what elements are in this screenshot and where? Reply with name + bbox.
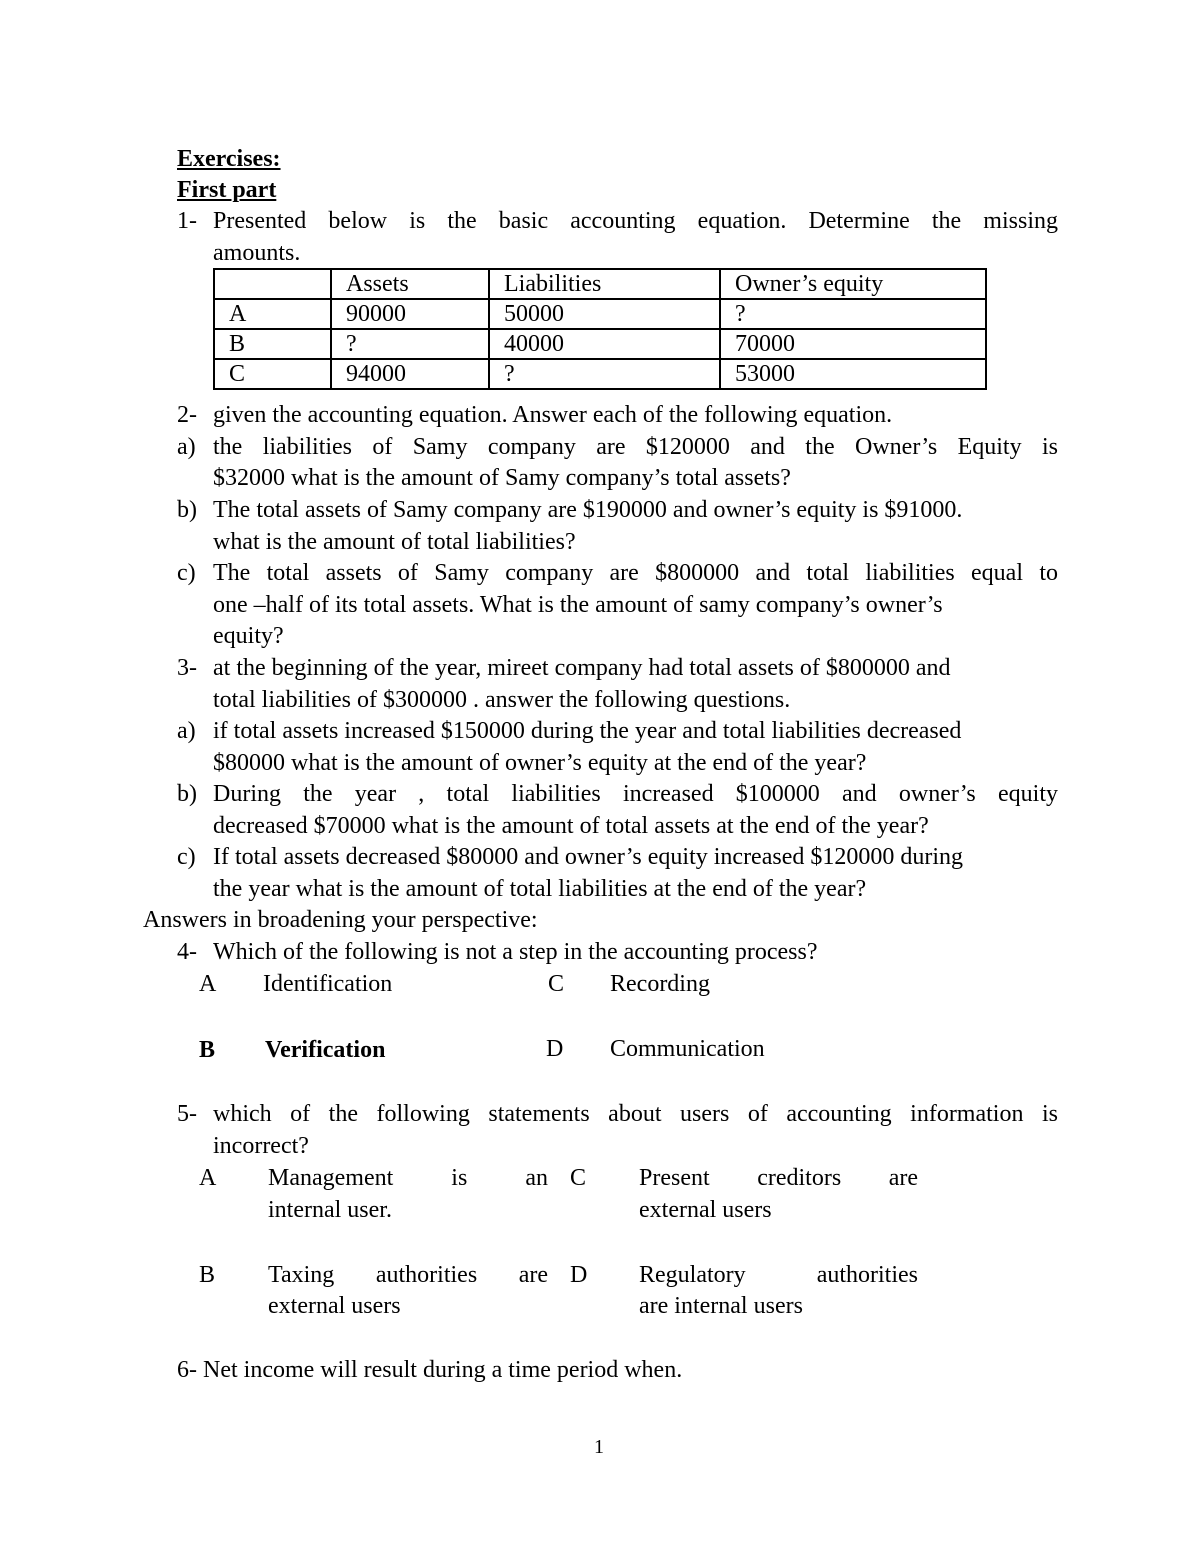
q5-line2: incorrect? bbox=[213, 1133, 309, 1159]
q2b-line2: what is the amount of total liabilities? bbox=[213, 529, 576, 555]
table-cell: C bbox=[214, 359, 331, 389]
q3b-line1: During the year , total liabilities increased $100000 and owner’s equity bbox=[213, 781, 1058, 807]
q6-text: 6- Net income will result during a time period when. bbox=[177, 1357, 683, 1383]
table-header-liabilities: Liabilities bbox=[489, 269, 720, 299]
table-row bbox=[214, 359, 986, 389]
table-header-assets: Assets bbox=[331, 269, 489, 299]
q3c-line2: the year what is the amount of total liabilities at the end of the year? bbox=[213, 876, 867, 902]
q2a-label: a) bbox=[177, 434, 196, 460]
q3-number: 3- bbox=[177, 655, 197, 681]
table-cell: ? bbox=[331, 329, 489, 359]
exercises-heading: Exercises: bbox=[177, 146, 281, 172]
q2c-line1: The total assets of Samy company are $800000 and total liabilities equal to bbox=[213, 560, 1058, 586]
q4-option-c-letter: C bbox=[548, 971, 565, 997]
q5-option-c-letter: C bbox=[570, 1165, 587, 1191]
table-cell: 50000 bbox=[489, 299, 720, 329]
q3-line2: total liabilities of $300000 . answer the following questions. bbox=[213, 687, 791, 713]
table-header-row bbox=[214, 269, 986, 299]
q3a-line2: $80000 what is the amount of owner’s equity at the end of the year? bbox=[213, 750, 867, 776]
table-header-owners-equity: Owner’s equity bbox=[720, 269, 986, 299]
q4-option-b-letter: B bbox=[199, 1037, 216, 1063]
q3a-line1: if total assets increased $150000 during the year and total liabilities decreased bbox=[213, 718, 962, 744]
table-cell: 40000 bbox=[489, 329, 720, 359]
q4-text: Which of the following is not a step in the accounting process? bbox=[213, 939, 818, 965]
page-number: 1 bbox=[594, 1436, 604, 1458]
first-part-heading: First part bbox=[177, 177, 277, 203]
table-cell: 94000 bbox=[331, 359, 489, 389]
q3b-line2: decreased $70000 what is the amount of total assets at the end of the year? bbox=[213, 813, 929, 839]
q2b-line1: The total assets of Samy company are $190000 and owner’s equity is $91000. bbox=[213, 497, 963, 523]
q3c-label: c) bbox=[177, 844, 196, 870]
q5-option-b-line1: Taxing authorities are bbox=[268, 1262, 548, 1288]
q5-option-a-line1: Management is an bbox=[268, 1165, 548, 1191]
q2a-line2: $32000 what is the amount of Samy company’s total assets? bbox=[213, 465, 791, 491]
q5-option-a-line2: internal user. bbox=[268, 1197, 392, 1223]
accounting-equation-table bbox=[213, 268, 987, 390]
table-cell: ? bbox=[489, 359, 720, 389]
table-row bbox=[214, 299, 986, 329]
q5-option-a-letter: A bbox=[199, 1165, 217, 1191]
q1-text-line2: amounts. bbox=[213, 240, 301, 266]
q5-option-d-line1: Regulatory authorities bbox=[639, 1262, 918, 1288]
q1-number: 1- bbox=[177, 208, 197, 234]
q5-option-c-line1: Present creditors are bbox=[639, 1165, 918, 1191]
q5-option-d-letter: D bbox=[570, 1262, 588, 1288]
table-cell bbox=[214, 269, 331, 299]
q3b-label: b) bbox=[177, 781, 197, 807]
table-cell: A bbox=[214, 299, 331, 329]
table-cell: 53000 bbox=[720, 359, 986, 389]
q4-option-d-letter: D bbox=[546, 1036, 564, 1062]
q3a-label: a) bbox=[177, 718, 196, 744]
q2c-line3: equity? bbox=[213, 623, 284, 649]
q4-option-a-text: Identification bbox=[263, 971, 393, 997]
table-row bbox=[214, 329, 986, 359]
q4-option-b-text: Verification bbox=[265, 1037, 386, 1063]
q2-text: given the accounting equation. Answer each of the following equation. bbox=[213, 402, 893, 428]
q5-option-b-line2: external users bbox=[268, 1293, 401, 1319]
q1-text-line1: Presented below is the basic accounting equation. Determine the missing bbox=[213, 208, 1058, 234]
q2-number: 2- bbox=[177, 402, 197, 428]
table-cell: 70000 bbox=[720, 329, 986, 359]
table-cell: B bbox=[214, 329, 331, 359]
q4-number: 4- bbox=[177, 939, 197, 965]
q5-option-b-letter: B bbox=[199, 1262, 216, 1288]
q3c-line1: If total assets decreased $80000 and owner’s equity increased $120000 during bbox=[213, 844, 964, 870]
section-heading: Answers in broadening your perspective: bbox=[143, 907, 538, 933]
table-cell: ? bbox=[720, 299, 986, 329]
q5-option-c-line2: external users bbox=[639, 1197, 772, 1223]
q3-line1: at the beginning of the year, mireet company had total assets of $800000 and bbox=[213, 655, 951, 681]
q4-option-c-text: Recording bbox=[610, 971, 710, 997]
q4-option-d-text: Communication bbox=[610, 1036, 765, 1062]
q4-option-a-letter: A bbox=[199, 971, 217, 997]
q5-number: 5- bbox=[177, 1101, 197, 1127]
q2c-line2: one –half of its total assets. What is the amount of samy company’s owner’s bbox=[213, 592, 943, 618]
q2a-line1: the liabilities of Samy company are $120000 and the Owner’s Equity is bbox=[213, 434, 1058, 460]
q2c-label: c) bbox=[177, 560, 196, 586]
table-cell: 90000 bbox=[331, 299, 489, 329]
q5-line1: which of the following statements about users of accounting information is bbox=[213, 1101, 1058, 1127]
q2b-label: b) bbox=[177, 497, 197, 523]
q5-option-d-line2: are internal users bbox=[639, 1293, 803, 1319]
